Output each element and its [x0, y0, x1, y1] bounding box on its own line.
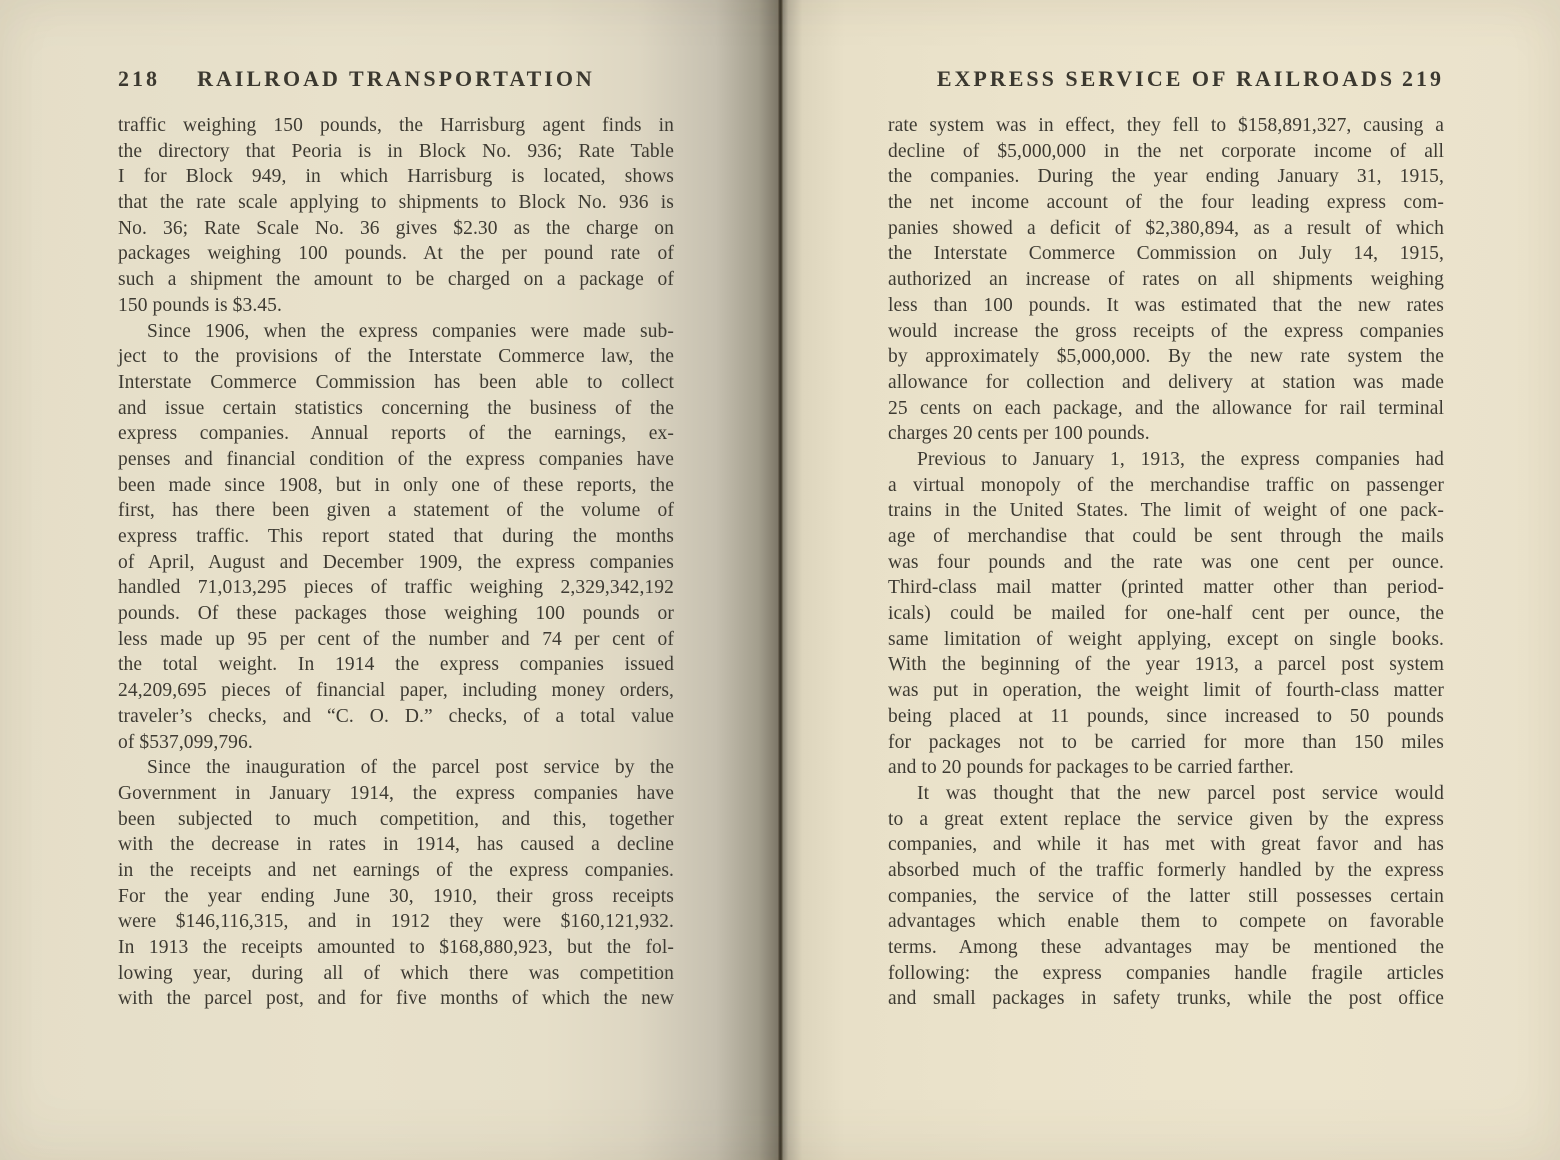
text-line: rate system was in effect, they fell to $158,891,327, causing a: [888, 115, 1444, 136]
text-line: Government in January 1914, the express companies have: [118, 782, 674, 804]
left-page: [0, 0, 778, 1160]
text-line: the directory that Peoria is in Block No. 936; Rate Table: [118, 140, 674, 162]
text-line: No. 36; Rate Scale No. 36 gives $2.30 as the charge on: [118, 217, 674, 239]
text-line: express traffic. This report stated that during the months: [118, 526, 674, 547]
text-line: with the decrease in rates in 1914, has caused a decline: [118, 834, 674, 856]
text-line: been subjected to much competition, and this, together: [118, 808, 674, 830]
text-line: allowance for collection and delivery at station was made: [888, 371, 1444, 393]
right-page-number: 219: [1402, 66, 1444, 91]
text-line: terms. Among these advantages may be mentioned the: [888, 937, 1444, 958]
text-line: 25 cents on each package, and the allowance for rail terminal: [888, 397, 1444, 419]
text-line: would increase the gross receipts of the express companies: [888, 320, 1444, 342]
text-line: packages weighing 100 pounds. At the per pound rate of: [118, 243, 674, 265]
text-line: Since the inauguration of the parcel post service by the: [147, 757, 674, 779]
text-line: charges 20 cents per 100 pounds.: [888, 423, 1150, 445]
text-line: first, has there been given a statement of the volume of: [118, 500, 674, 522]
text-line: traveler’s checks, and “C. O. D.” checks, of a total value: [118, 705, 674, 727]
right-page: [783, 0, 1560, 1160]
text-line: and to 20 pounds for packages to be carried farther.: [888, 757, 1294, 779]
text-line: was four pounds and the rate was one cent per ounce.: [888, 551, 1444, 573]
text-line: age of merchandise that could be sent through the mails: [888, 526, 1444, 547]
text-line: in the receipts and net earnings of the express companies.: [118, 859, 674, 881]
text-line: traffic weighing 150 pounds, the Harrisburg agent finds in: [118, 115, 674, 136]
text-line: I for Block 949, in which Harrisburg is located, shows: [118, 166, 674, 188]
text-line: and issue certain statistics concerning the business of the: [118, 397, 674, 419]
text-line: handled 71,013,295 pieces of traffic weighing 2,329,342,192: [118, 577, 674, 599]
text-line: following: the express companies handle fragile articles: [888, 962, 1444, 984]
text-line: same limitation of weight applying, except on single books.: [888, 628, 1444, 650]
text-line: that the rate scale applying to shipments to Block No. 936 is: [118, 192, 674, 214]
text-line: authorized an increase of rates on all shipments weighing: [888, 269, 1444, 291]
text-line: absorbed much of the traffic formerly handled by the express: [888, 859, 1444, 881]
text-line: In 1913 the receipts amounted to $168,880,923, but the fol-: [118, 937, 674, 958]
text-line: of $537,099,796.: [118, 731, 253, 753]
text-line: lowing year, during all of which there was competition: [118, 962, 674, 984]
text-line: such a shipment the amount to be charged on a package of: [118, 269, 674, 291]
text-line: and small packages in safety trunks, while the post office: [888, 988, 1444, 1010]
right-running-head: EXPRESS SERVICE OF RAILROADS: [936, 66, 1396, 91]
text-line: decline of $5,000,000 in the net corporate income of all: [888, 140, 1444, 162]
text-line: It was thought that the new parcel post service would: [917, 782, 1444, 804]
text-line: the total weight. In 1914 the express companies issued: [118, 654, 674, 676]
text-line: companies, and while it has met with great favor and has: [888, 834, 1444, 856]
text-line: a virtual monopoly of the merchandise traffic on passenger: [888, 474, 1444, 496]
text-line: less made up 95 per cent of the number and 74 per cent of: [118, 628, 674, 650]
text-line: for packages not to be carried for more than 150 miles: [888, 731, 1444, 753]
text-line: with the parcel post, and for five months of which the new: [118, 988, 674, 1010]
right-page-text: [888, 113, 1444, 1012]
left-page-number: 218: [118, 66, 160, 91]
text-line: Since 1906, when the express companies were made sub-: [147, 320, 674, 342]
text-line: the Interstate Commerce Commission on July 14, 1915,: [888, 243, 1444, 265]
text-line: panies showed a deficit of $2,380,894, as a result of which: [888, 217, 1444, 239]
text-line: With the beginning of the year 1913, a parcel post system: [888, 654, 1444, 676]
text-line: being placed at 11 pounds, since increased to 50 pounds: [888, 705, 1444, 727]
left-page-header: [118, 66, 674, 98]
text-line: For the year ending June 30, 1910, their gross receipts: [118, 885, 674, 907]
text-line: Interstate Commerce Commission has been able to collect: [118, 371, 674, 393]
text-line: penses and financial condition of the express companies have: [118, 448, 674, 470]
text-line: express companies. Annual reports of the earnings, ex-: [118, 423, 674, 445]
text-line: were $146,116,315, and in 1912 they were $160,121,932.: [118, 911, 674, 933]
text-line: by approximately $5,000,000. By the new rate system the: [888, 346, 1444, 368]
text-line: trains in the United States. The limit of weight of one pack-: [888, 500, 1444, 522]
text-line: 150 pounds is $3.45.: [118, 294, 282, 316]
left-page-text: [118, 113, 674, 1012]
right-page-header: [888, 66, 1444, 98]
text-line: been made since 1908, but in only one of these reports, the: [118, 474, 674, 496]
text-line: the companies. During the year ending January 31, 1915,: [888, 166, 1444, 188]
text-line: less than 100 pounds. It was estimated that the new rates: [888, 294, 1444, 316]
text-line: companies, the service of the latter still possesses certain: [888, 885, 1444, 907]
text-line: the net income account of the four leading express com-: [888, 192, 1444, 214]
text-line: Previous to January 1, 1913, the express companies had: [917, 448, 1444, 470]
left-running-head: RAILROAD TRANSPORTATION: [197, 66, 595, 91]
text-line: 24,209,695 pieces of financial paper, including money orders,: [118, 680, 674, 702]
text-line: Third-class mail matter (printed matter other than period-: [888, 577, 1444, 599]
text-line: pounds. Of these packages those weighing 100 pounds or: [118, 603, 674, 625]
text-line: ject to the provisions of the Interstate Commerce law, the: [118, 346, 674, 368]
text-line: to a great extent replace the service given by the express: [888, 808, 1444, 830]
text-line: icals) could be mailed for one-half cent per ounce, the: [888, 603, 1444, 625]
text-line: advantages which enable them to compete on favorable: [888, 911, 1444, 933]
text-line: of April, August and December 1909, the express companies: [118, 551, 674, 573]
text-line: was put in operation, the weight limit of fourth-class matter: [888, 680, 1444, 702]
